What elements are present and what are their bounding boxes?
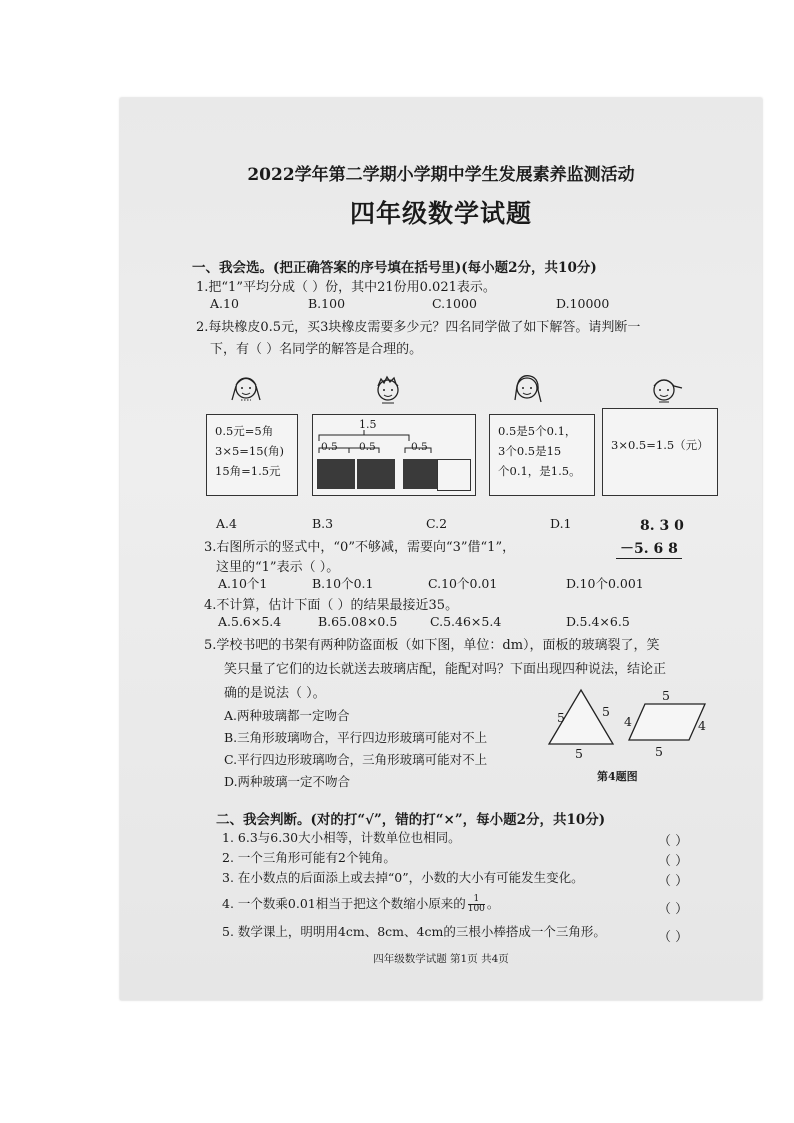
box2-label-3: 0.5 bbox=[411, 441, 428, 453]
exam-title: 2022学年第二学期小学期中学生发展素养监测活动 bbox=[247, 165, 635, 185]
judge-item-4 bbox=[222, 894, 499, 914]
judge-item-1: 1. 6.3与6.30大小相等，计数单位也相同。 bbox=[222, 830, 461, 845]
fraction-numerator: 1 bbox=[468, 895, 485, 905]
q5-option-b: B.三角形玻璃吻合，平行四边形玻璃可能对不上 bbox=[224, 730, 488, 745]
judge-answer-4[interactable]: （ ） bbox=[658, 902, 689, 917]
solution-box-1 bbox=[206, 414, 298, 496]
q2-line2: 下，有（ ）名同学的解答是合理的。 bbox=[210, 342, 423, 357]
q5-option-a: A.两种玻璃都一定吻合 bbox=[224, 708, 350, 723]
q5-line3: 确的是说法（ ）。 bbox=[224, 686, 326, 701]
q3-line2: 这里的“1”表示（ ）。 bbox=[216, 560, 340, 575]
q5-option-c: C.平行四边形玻璃吻合，三角形玻璃可能对不上 bbox=[224, 752, 488, 767]
judge-item-2: 2. 一个三角形可能有2个钝角。 bbox=[222, 850, 396, 865]
q2-option-a: A.4 bbox=[216, 516, 237, 531]
judge-item-3: 3. 在小数点的后面添上或去掉“0”，小数的大小有可能发生变化。 bbox=[222, 870, 584, 885]
q1-option-a: A.10 bbox=[210, 296, 239, 311]
para-side-left: 4 bbox=[624, 714, 632, 729]
triangle-side-bottom: 5 bbox=[575, 746, 583, 761]
q1-text: 1.把“1”平均分成（ ）份，其中21份用0.021表示。 bbox=[196, 280, 496, 295]
para-side-bottom: 5 bbox=[655, 744, 663, 759]
solution-box-3 bbox=[489, 414, 595, 496]
exam-subtitle: 四年级数学试题 bbox=[349, 199, 532, 228]
judge-answer-3[interactable]: （ ） bbox=[658, 874, 689, 889]
judge-answer-1[interactable]: （ ） bbox=[658, 834, 689, 849]
q4-option-c: C.5.46×5.4 bbox=[430, 614, 502, 629]
triangle-side-right: 5 bbox=[602, 704, 610, 719]
q3-line1: 3.右图所示的竖式中，“0”不够减，需要向“3”借“1”， bbox=[204, 540, 516, 555]
solution-box-4 bbox=[602, 408, 718, 496]
bar-block-3 bbox=[403, 459, 437, 489]
judge-item-4-tail: 。 bbox=[486, 896, 500, 911]
q3-option-c: C.10个0.01 bbox=[428, 576, 498, 591]
bar-block-empty bbox=[437, 459, 471, 491]
q4-option-a: A.5.6×5.4 bbox=[218, 614, 282, 629]
box3-line2: 3个0.5是15 bbox=[498, 444, 562, 458]
solution-box-2 bbox=[312, 414, 476, 496]
judge-item-5: 5. 数学课上，明明用4cm、8cm、4cm的三根小棒搭成一个三角形。 bbox=[222, 924, 606, 939]
boy-face-1-icon bbox=[370, 370, 406, 416]
q2-option-c: C.2 bbox=[426, 516, 448, 531]
judge-answer-2[interactable]: （ ） bbox=[658, 854, 689, 869]
q2-line1: 2.每块橡皮0.5元，买3块橡皮需要多少元？四名同学做了如下解答。请判断一 bbox=[196, 320, 641, 335]
q3-option-b: B.10个0.1 bbox=[312, 576, 374, 591]
q1-option-b: B.100 bbox=[308, 296, 346, 311]
triangle-side-left: 5 bbox=[557, 710, 565, 725]
para-side-right: 4 bbox=[698, 718, 706, 733]
judge-item-4-text: 4. 一个数乘0.01相当于把这个数缩小原来的 bbox=[222, 896, 466, 911]
section1-heading: 一、我会选。(把正确答案的序号填在括号里)(每小题2分，共10分) bbox=[192, 260, 597, 276]
judge-answer-5[interactable]: （ ） bbox=[658, 930, 689, 945]
q3-option-d: D.10个0.001 bbox=[566, 576, 644, 591]
box1-line3: 15角=1.5元 bbox=[215, 464, 281, 478]
q4-text: 4.不计算，估计下面（ ）的结果最接近35。 bbox=[204, 598, 459, 613]
vertical-subtraction-line bbox=[616, 558, 682, 559]
q5-line1: 5.学校书吧的书架有两种防盗面板（如下图，单位：dm），面板的玻璃裂了，笑 bbox=[204, 638, 660, 653]
box3-line3: 个0.1，是1.5。 bbox=[498, 464, 581, 478]
bar-block-1 bbox=[317, 459, 355, 489]
fraction-one-hundredth bbox=[468, 895, 485, 914]
q2-option-b: B.3 bbox=[312, 516, 334, 531]
girl-face-1-icon bbox=[228, 370, 264, 416]
girl-face-2-icon bbox=[508, 370, 546, 416]
bar-block-2 bbox=[357, 459, 395, 489]
q4-option-b: B.65.08×0.5 bbox=[318, 614, 398, 629]
section2-heading: 二、我会判断。(对的打“√”，错的打“×”，每小题2分，共10分) bbox=[216, 812, 606, 828]
figure-caption: 第4题图 bbox=[597, 770, 638, 783]
exam-paper bbox=[120, 98, 762, 1000]
box2-top-label: 1.5 bbox=[359, 418, 377, 431]
box3-line1: 0.5是5个0.1， bbox=[498, 424, 577, 438]
q5-option-d: D.两种玻璃一定不吻合 bbox=[224, 774, 351, 789]
box4-text: 3×0.5=1.5（元） bbox=[611, 438, 709, 452]
box2-label-1: 0.5 bbox=[321, 441, 338, 453]
fraction-denominator: 100 bbox=[467, 904, 485, 914]
q1-option-d: D.10000 bbox=[556, 296, 610, 311]
box2-label-2: 0.5 bbox=[359, 441, 376, 453]
page-footer: 四年级数学试题 第1页 共4页 bbox=[373, 953, 509, 965]
vertical-subtraction-bottom: －5. 6 8 bbox=[620, 541, 678, 557]
para-side-top: 5 bbox=[662, 688, 670, 703]
q1-option-c: C.1000 bbox=[432, 296, 477, 311]
parallelogram-figure bbox=[625, 698, 709, 746]
q5-line2: 笑只量了它们的边长就送去玻璃店配，能配对吗？下面出现四种说法，结论正 bbox=[224, 662, 667, 677]
box1-line2: 3×5=15(角) bbox=[215, 444, 285, 458]
q3-option-a: A.10个1 bbox=[218, 576, 268, 591]
q4-option-d: D.5.4×6.5 bbox=[566, 614, 630, 629]
box1-line1: 0.5元=5角 bbox=[215, 424, 274, 438]
q2-option-d: D.1 bbox=[550, 516, 572, 531]
vertical-subtraction-top: 8. 3 0 bbox=[640, 518, 684, 534]
